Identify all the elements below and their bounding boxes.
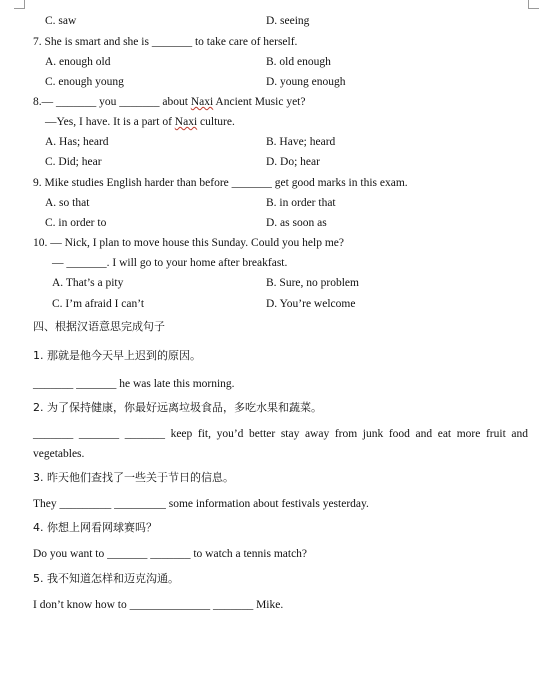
sentence-4-chinese: 4. 你想上网看网球赛吗？ [33,521,157,534]
sentence-1-chinese: 1. 那就是他今天早上迟到的原因。 [33,349,201,362]
q8-option-b: B. Have; heard [266,136,336,148]
sentence-1-english: _______ _______ he was late this morning. [33,378,235,390]
sentence-3-chinese: 3. 昨天他们查找了一些关于节日的信息。 [33,471,234,484]
q7-option-b: B. old enough [266,56,331,68]
sentence-5-english: I don’t know how to ______________ _______ Mike. [33,599,284,611]
q10-option-d: D. You’re welcome [266,298,356,310]
sentence-2-english [33,424,528,464]
q10-option-a: A. That’s a pity [52,277,124,289]
q8-answer-pre: —Yes, I have. It is a part of [45,116,175,128]
q9-option-b: B. in order that [266,197,336,209]
q7-stem: 7. She is smart and she is _______ to take care of herself. [33,36,298,48]
q8-stem [33,95,305,109]
q10-option-c: C. I’m afraid I can’t [52,298,145,310]
q10-stem: 10. — Nick, I plan to move house this Sunday. Could you help me? [33,237,344,249]
q8-answer-naxi: Naxi [174,116,198,128]
q8-stem-naxi: Naxi [190,96,214,108]
q8-stem-post: Ancient Music yet? [213,96,306,108]
sentence-5-chinese: 5. 我不知道怎样和迈克沟通。 [33,572,179,585]
section-4-heading: 四、根据汉语意思完成句子 [33,320,165,333]
q10-answer: — _______. I will go to your home after breakfast. [52,257,288,269]
q8-option-c: C. Did; hear [45,156,102,168]
q6-option-c: C. saw [45,15,77,27]
sentence-3-english: They _________ _________ some information about festivals yesterday. [33,498,369,510]
sentence-4-english: Do you want to _______ _______ to watch a tennis match? [33,548,308,560]
q9-option-c: C. in order to [45,217,107,229]
q6-option-d: D. seeing [266,15,310,27]
q8-answer-post: culture. [197,116,235,128]
corner-mark-top-right [528,0,539,9]
q9-stem: 9. Mike studies English harder than before _______ get good marks in this exam. [33,177,408,189]
q8-option-a: A. Has; heard [45,136,109,148]
q8-option-d: D. Do; hear [266,156,320,168]
q9-option-a: A. so that [45,197,90,209]
q10-option-b: B. Sure, no problem [266,277,359,289]
q7-option-d: D. young enough [266,76,346,88]
corner-mark-top-left [14,0,25,9]
q7-option-c: C. enough young [45,76,124,88]
q8-answer [45,115,235,129]
sentence-2-english-line2: vegetables. [33,448,85,460]
sentence-2-english-line1: _______ _______ _______ keep fit, you’d better stay away from junk food and eat more fruit and [33,428,528,440]
q8-stem-pre: 8.— _______ you _______ about [33,96,191,108]
q7-option-a: A. enough old [45,56,111,68]
q9-option-d: D. as soon as [266,217,327,229]
sentence-2-chinese: 2. 为了保持健康，你最好远离垃圾食品，多吃水果和蔬菜。 [33,401,322,414]
